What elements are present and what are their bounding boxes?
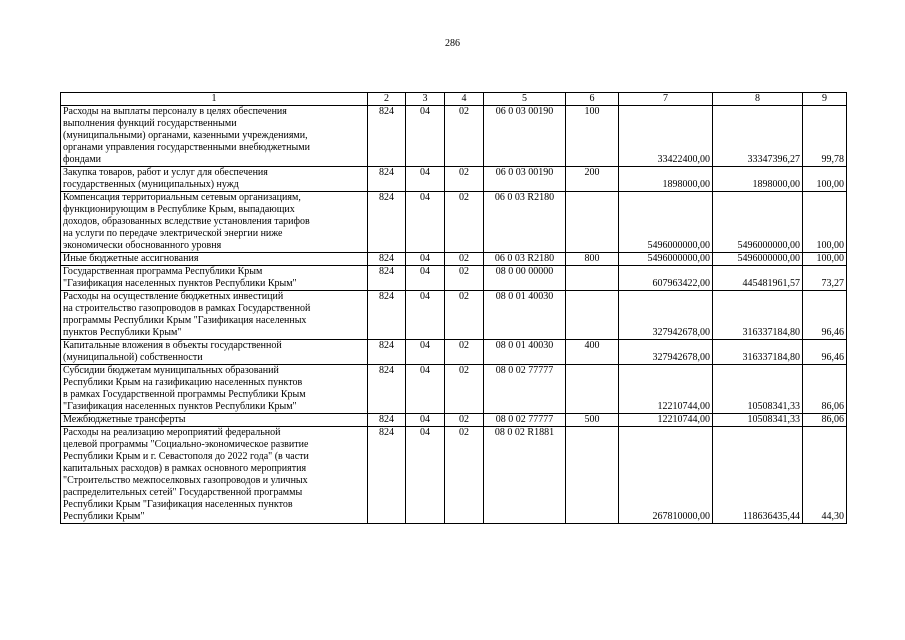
description-cell: [61, 365, 368, 414]
description-cell: [61, 291, 368, 340]
gr-code-cell: 824: [368, 291, 406, 340]
description-cell: [61, 253, 368, 266]
description-line: органами управления государственными внебюджетными: [63, 142, 310, 153]
executed-amount-cell: 5496000000,00: [713, 253, 803, 266]
page-number: 286: [445, 38, 460, 49]
description-line: распределительных сетей" Государственной программы: [63, 487, 303, 498]
subsection-code-cell: 02: [445, 414, 484, 427]
target-article-cell: 06 0 03 00190: [484, 106, 566, 167]
execution-percent-cell: 100,00: [803, 253, 847, 266]
table-row: [61, 340, 847, 365]
section-code-cell: 04: [406, 427, 445, 524]
expense-type-cell: 100: [566, 106, 619, 167]
description-line: "Строительство межпоселковых газопроводов и уличных: [63, 475, 308, 486]
expense-type-cell: 800: [566, 253, 619, 266]
execution-percent-cell: 86,06: [803, 414, 847, 427]
description-line: доходов, образованных вследствие установления тарифов: [63, 216, 310, 227]
description-line: на строительство газопроводов в рамках Государственной: [63, 303, 311, 314]
description-line: выполнения функций государственными: [63, 118, 237, 129]
target-article-cell: 08 0 02 77777: [484, 365, 566, 414]
description-line: (муниципальными) органами, казенными учреждениями,: [63, 130, 308, 141]
gr-code-cell: 824: [368, 427, 406, 524]
table-body: [61, 106, 847, 524]
executed-amount-cell: 316337184,80: [713, 340, 803, 365]
planned-amount-cell: 1898000,00: [619, 167, 713, 192]
executed-amount-cell: 445481961,57: [713, 266, 803, 291]
description-line: Закупка товаров, работ и услуг для обеспечения: [63, 167, 268, 178]
description-line: Расходы на осуществление бюджетных инвестиций: [63, 291, 284, 302]
section-code-cell: 04: [406, 291, 445, 340]
target-article-cell: 08 0 02 77777: [484, 414, 566, 427]
planned-amount-cell: 33422400,00: [619, 106, 713, 167]
subsection-code-cell: 02: [445, 266, 484, 291]
section-code-cell: 04: [406, 106, 445, 167]
table-row: [61, 427, 847, 524]
description-line: Расходы на выплаты персоналу в целях обеспечения: [63, 106, 287, 117]
column-header: 2: [368, 93, 406, 106]
description-cell: [61, 427, 368, 524]
subsection-code-cell: 02: [445, 253, 484, 266]
description-line: Республики Крым "Газификация населенных пунктов: [63, 499, 293, 510]
execution-percent-cell: 96,46: [803, 291, 847, 340]
table-row: [61, 192, 847, 253]
description-line: целевой программы "Социально-экономическое развитие: [63, 439, 309, 450]
description-cell: [61, 340, 368, 365]
planned-amount-cell: 5496000000,00: [619, 192, 713, 253]
expense-type-cell: [566, 365, 619, 414]
table-row: [61, 414, 847, 427]
planned-amount-cell: 5496000000,00: [619, 253, 713, 266]
planned-amount-cell: 607963422,00: [619, 266, 713, 291]
table-row: [61, 106, 847, 167]
expense-type-cell: [566, 266, 619, 291]
column-header: 5: [484, 93, 566, 106]
target-article-cell: 06 0 03 R2180: [484, 253, 566, 266]
description-line: Республики Крым и г. Севастополя до 2022 года" (в части: [63, 451, 309, 462]
description-line: "Газификация населенных пунктов Республики Крым": [63, 401, 297, 412]
description-line: Иные бюджетные ассигнования: [63, 253, 199, 264]
column-header: 4: [445, 93, 484, 106]
description-line: Республики Крым на газификацию населенных пунктов: [63, 377, 303, 388]
section-code-cell: 04: [406, 192, 445, 253]
target-article-cell: 08 0 01 40030: [484, 340, 566, 365]
expense-type-cell: 500: [566, 414, 619, 427]
description-line: государственных (муниципальных) нужд: [63, 179, 239, 190]
description-line: (муниципальной) собственности: [63, 352, 203, 363]
executed-amount-cell: 118636435,44: [713, 427, 803, 524]
description-line: Капитальные вложения в объекты государственной: [63, 340, 282, 351]
executed-amount-cell: 10508341,33: [713, 414, 803, 427]
subsection-code-cell: 02: [445, 291, 484, 340]
description-cell: [61, 167, 368, 192]
description-cell: [61, 192, 368, 253]
expense-type-cell: 200: [566, 167, 619, 192]
execution-percent-cell: 100,00: [803, 192, 847, 253]
description-cell: [61, 414, 368, 427]
execution-percent-cell: 96,46: [803, 340, 847, 365]
column-header: 8: [713, 93, 803, 106]
execution-percent-cell: 100,00: [803, 167, 847, 192]
gr-code-cell: 824: [368, 106, 406, 167]
table-row: [61, 365, 847, 414]
description-line: Государственная программа Республики Крым: [63, 266, 263, 277]
section-code-cell: 04: [406, 365, 445, 414]
description-line: программы Республики Крым "Газификация населенных: [63, 315, 307, 326]
description-cell: [61, 266, 368, 291]
subsection-code-cell: 02: [445, 192, 484, 253]
gr-code-cell: 824: [368, 365, 406, 414]
execution-percent-cell: 86,06: [803, 365, 847, 414]
expense-type-cell: [566, 192, 619, 253]
table-row: [61, 253, 847, 266]
section-code-cell: 04: [406, 253, 445, 266]
section-code-cell: 04: [406, 414, 445, 427]
executed-amount-cell: 1898000,00: [713, 167, 803, 192]
gr-code-cell: 824: [368, 253, 406, 266]
target-article-cell: 08 0 01 40030: [484, 291, 566, 340]
description-line: Республики Крым": [63, 511, 145, 522]
subsection-code-cell: 02: [445, 427, 484, 524]
subsection-code-cell: 02: [445, 340, 484, 365]
execution-percent-cell: 44,30: [803, 427, 847, 524]
description-line: функционирующим в Республике Крым, выпадающих: [63, 204, 295, 215]
expense-type-cell: 400: [566, 340, 619, 365]
column-header: 7: [619, 93, 713, 106]
budget-table: [60, 92, 847, 524]
column-header-row: [61, 93, 847, 106]
description-line: "Газификация населенных пунктов Республики Крым": [63, 278, 297, 289]
description-line: пунктов Республики Крым": [63, 327, 182, 338]
section-code-cell: 04: [406, 340, 445, 365]
executed-amount-cell: 5496000000,00: [713, 192, 803, 253]
subsection-code-cell: 02: [445, 167, 484, 192]
execution-percent-cell: 99,78: [803, 106, 847, 167]
description-line: фондами: [63, 154, 102, 165]
subsection-code-cell: 02: [445, 365, 484, 414]
table-row: [61, 167, 847, 192]
section-code-cell: 04: [406, 266, 445, 291]
gr-code-cell: 824: [368, 192, 406, 253]
target-article-cell: 06 0 03 R2180: [484, 192, 566, 253]
executed-amount-cell: 316337184,80: [713, 291, 803, 340]
planned-amount-cell: 12210744,00: [619, 414, 713, 427]
description-line: Межбюджетные трансферты: [63, 414, 186, 425]
description-line: Субсидии бюджетам муниципальных образований: [63, 365, 279, 376]
planned-amount-cell: 12210744,00: [619, 365, 713, 414]
section-code-cell: 04: [406, 167, 445, 192]
column-header: 1: [61, 93, 368, 106]
planned-amount-cell: 327942678,00: [619, 291, 713, 340]
expense-type-cell: [566, 291, 619, 340]
description-cell: [61, 106, 368, 167]
planned-amount-cell: 327942678,00: [619, 340, 713, 365]
executed-amount-cell: 33347396,27: [713, 106, 803, 167]
gr-code-cell: 824: [368, 414, 406, 427]
description-line: экономически обоснованного уровня: [63, 240, 222, 251]
executed-amount-cell: 10508341,33: [713, 365, 803, 414]
gr-code-cell: 824: [368, 167, 406, 192]
description-line: Компенсация территориальным сетевым организациям,: [63, 192, 301, 203]
column-header: 3: [406, 93, 445, 106]
table-row: [61, 266, 847, 291]
subsection-code-cell: 02: [445, 106, 484, 167]
description-line: капитальных расходов) в рамках основного мероприятия: [63, 463, 307, 474]
expense-type-cell: [566, 427, 619, 524]
description-line: Расходы на реализацию мероприятий федеральной: [63, 427, 281, 438]
execution-percent-cell: 73,27: [803, 266, 847, 291]
table-row: [61, 291, 847, 340]
column-header: 6: [566, 93, 619, 106]
description-line: на услуги по передаче электрической энергии ниже: [63, 228, 283, 239]
target-article-cell: 06 0 03 00190: [484, 167, 566, 192]
gr-code-cell: 824: [368, 266, 406, 291]
planned-amount-cell: 267810000,00: [619, 427, 713, 524]
target-article-cell: 08 0 00 00000: [484, 266, 566, 291]
gr-code-cell: 824: [368, 340, 406, 365]
description-line: в рамках Государственной программы Республики Крым: [63, 389, 306, 400]
target-article-cell: 08 0 02 R1881: [484, 427, 566, 524]
column-header: 9: [803, 93, 847, 106]
